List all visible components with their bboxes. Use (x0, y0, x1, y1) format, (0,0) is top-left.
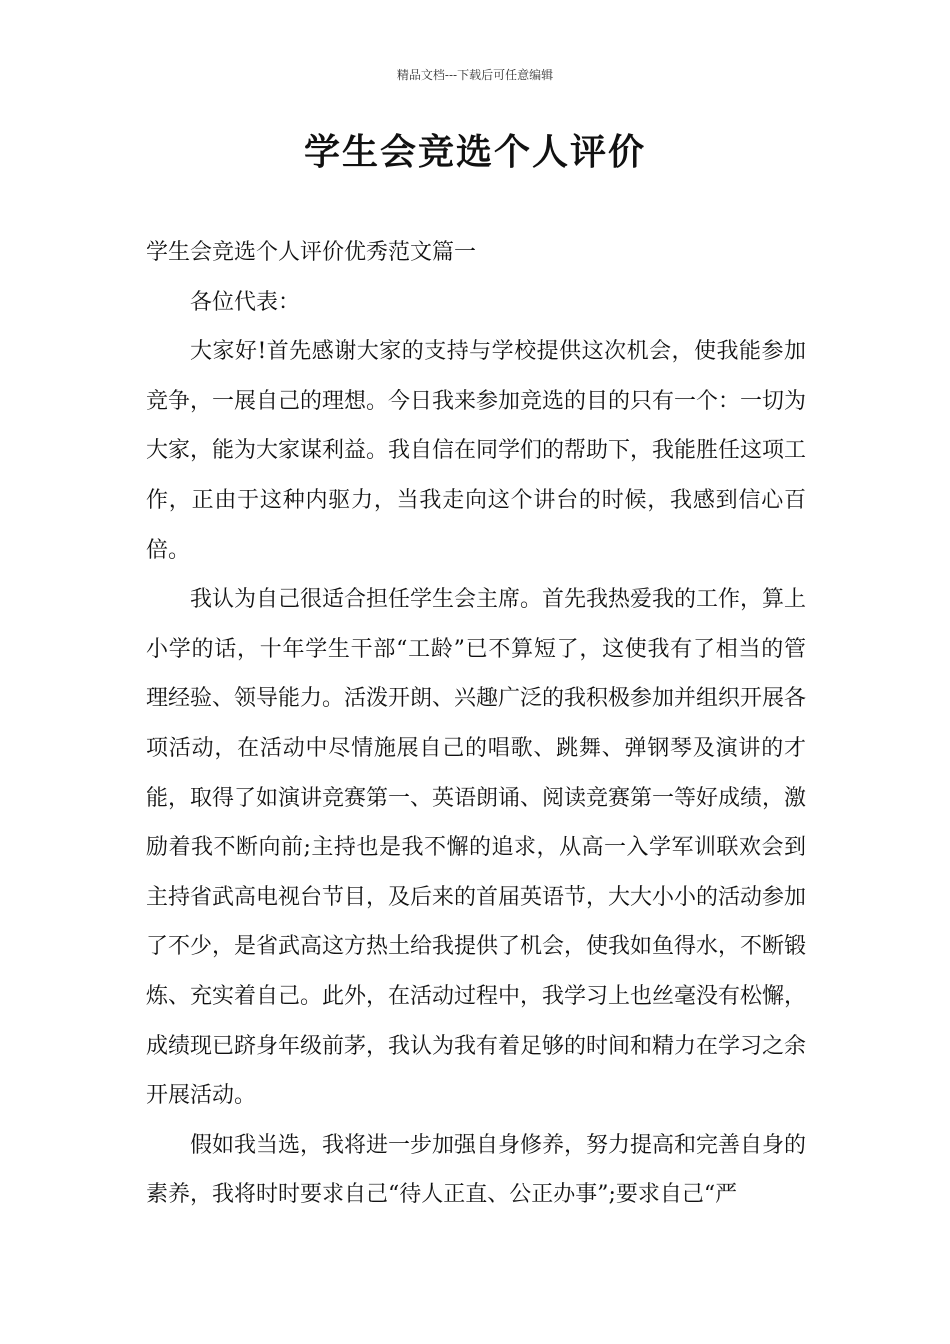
document-body (146, 228, 806, 1220)
section-subtitle: 学生会竞选个人评价优秀范文篇一 (146, 240, 477, 265)
page-header-note: 精品文档---下载后可任意编辑 (396, 68, 554, 82)
salutation-paragraph: 各位代表： (190, 289, 301, 315)
body-paragraph-1: 大家好!首先感谢大家的支持与学校提供这次机会，使我能参加竞争，一展自己的理想。今日我来参加竞选的目的只有一个：一切为大家，能为大家谋利益。我自信在同学们的帮助下，我能胜任这项工作，正由于这种内驱力，当我走向这个讲台的时候，我感到信心百倍。 (146, 339, 807, 563)
body-paragraph-2: 我认为自己很适合担任学生会主席。首先我热爱我的工作，算上小学的话，十年学生干部“工龄”已不算短了，这使我有了相当的管理经验、领导能力。活泼开朗、兴趣广泛的我积极参加并组织开展各项活动，在活动中尽情施展自己的唱歌、跳舞、弹钢琴及演讲的才能，取得了如演讲竞赛第一、英语朗诵、阅读竞赛第一等好成绩，激励着我不断向前;主持也是我不懈的追求，从高一入学军训联欢会到主持省武高电视台节目，及后来的首届英语节，大大小小的活动参加了不少，是省武高这方热土给我提供了机会，使我如鱼得水，不断锻炼、充实着自己。此外，在活动过程中，我学习上也丝毫没有松懈，成绩现已跻身年级前茅，我认为我有着足够的时间和精力在学习之余开展活动。 (146, 587, 807, 1109)
body-paragraph-3: 假如我当选，我将进一步加强自身修养，努力提高和完善自身的素养，我将时时要求自己“待人正直、公正办事”;要求自己“严 (146, 1132, 807, 1208)
document-title: 学生会竞选个人评价 (303, 131, 646, 173)
